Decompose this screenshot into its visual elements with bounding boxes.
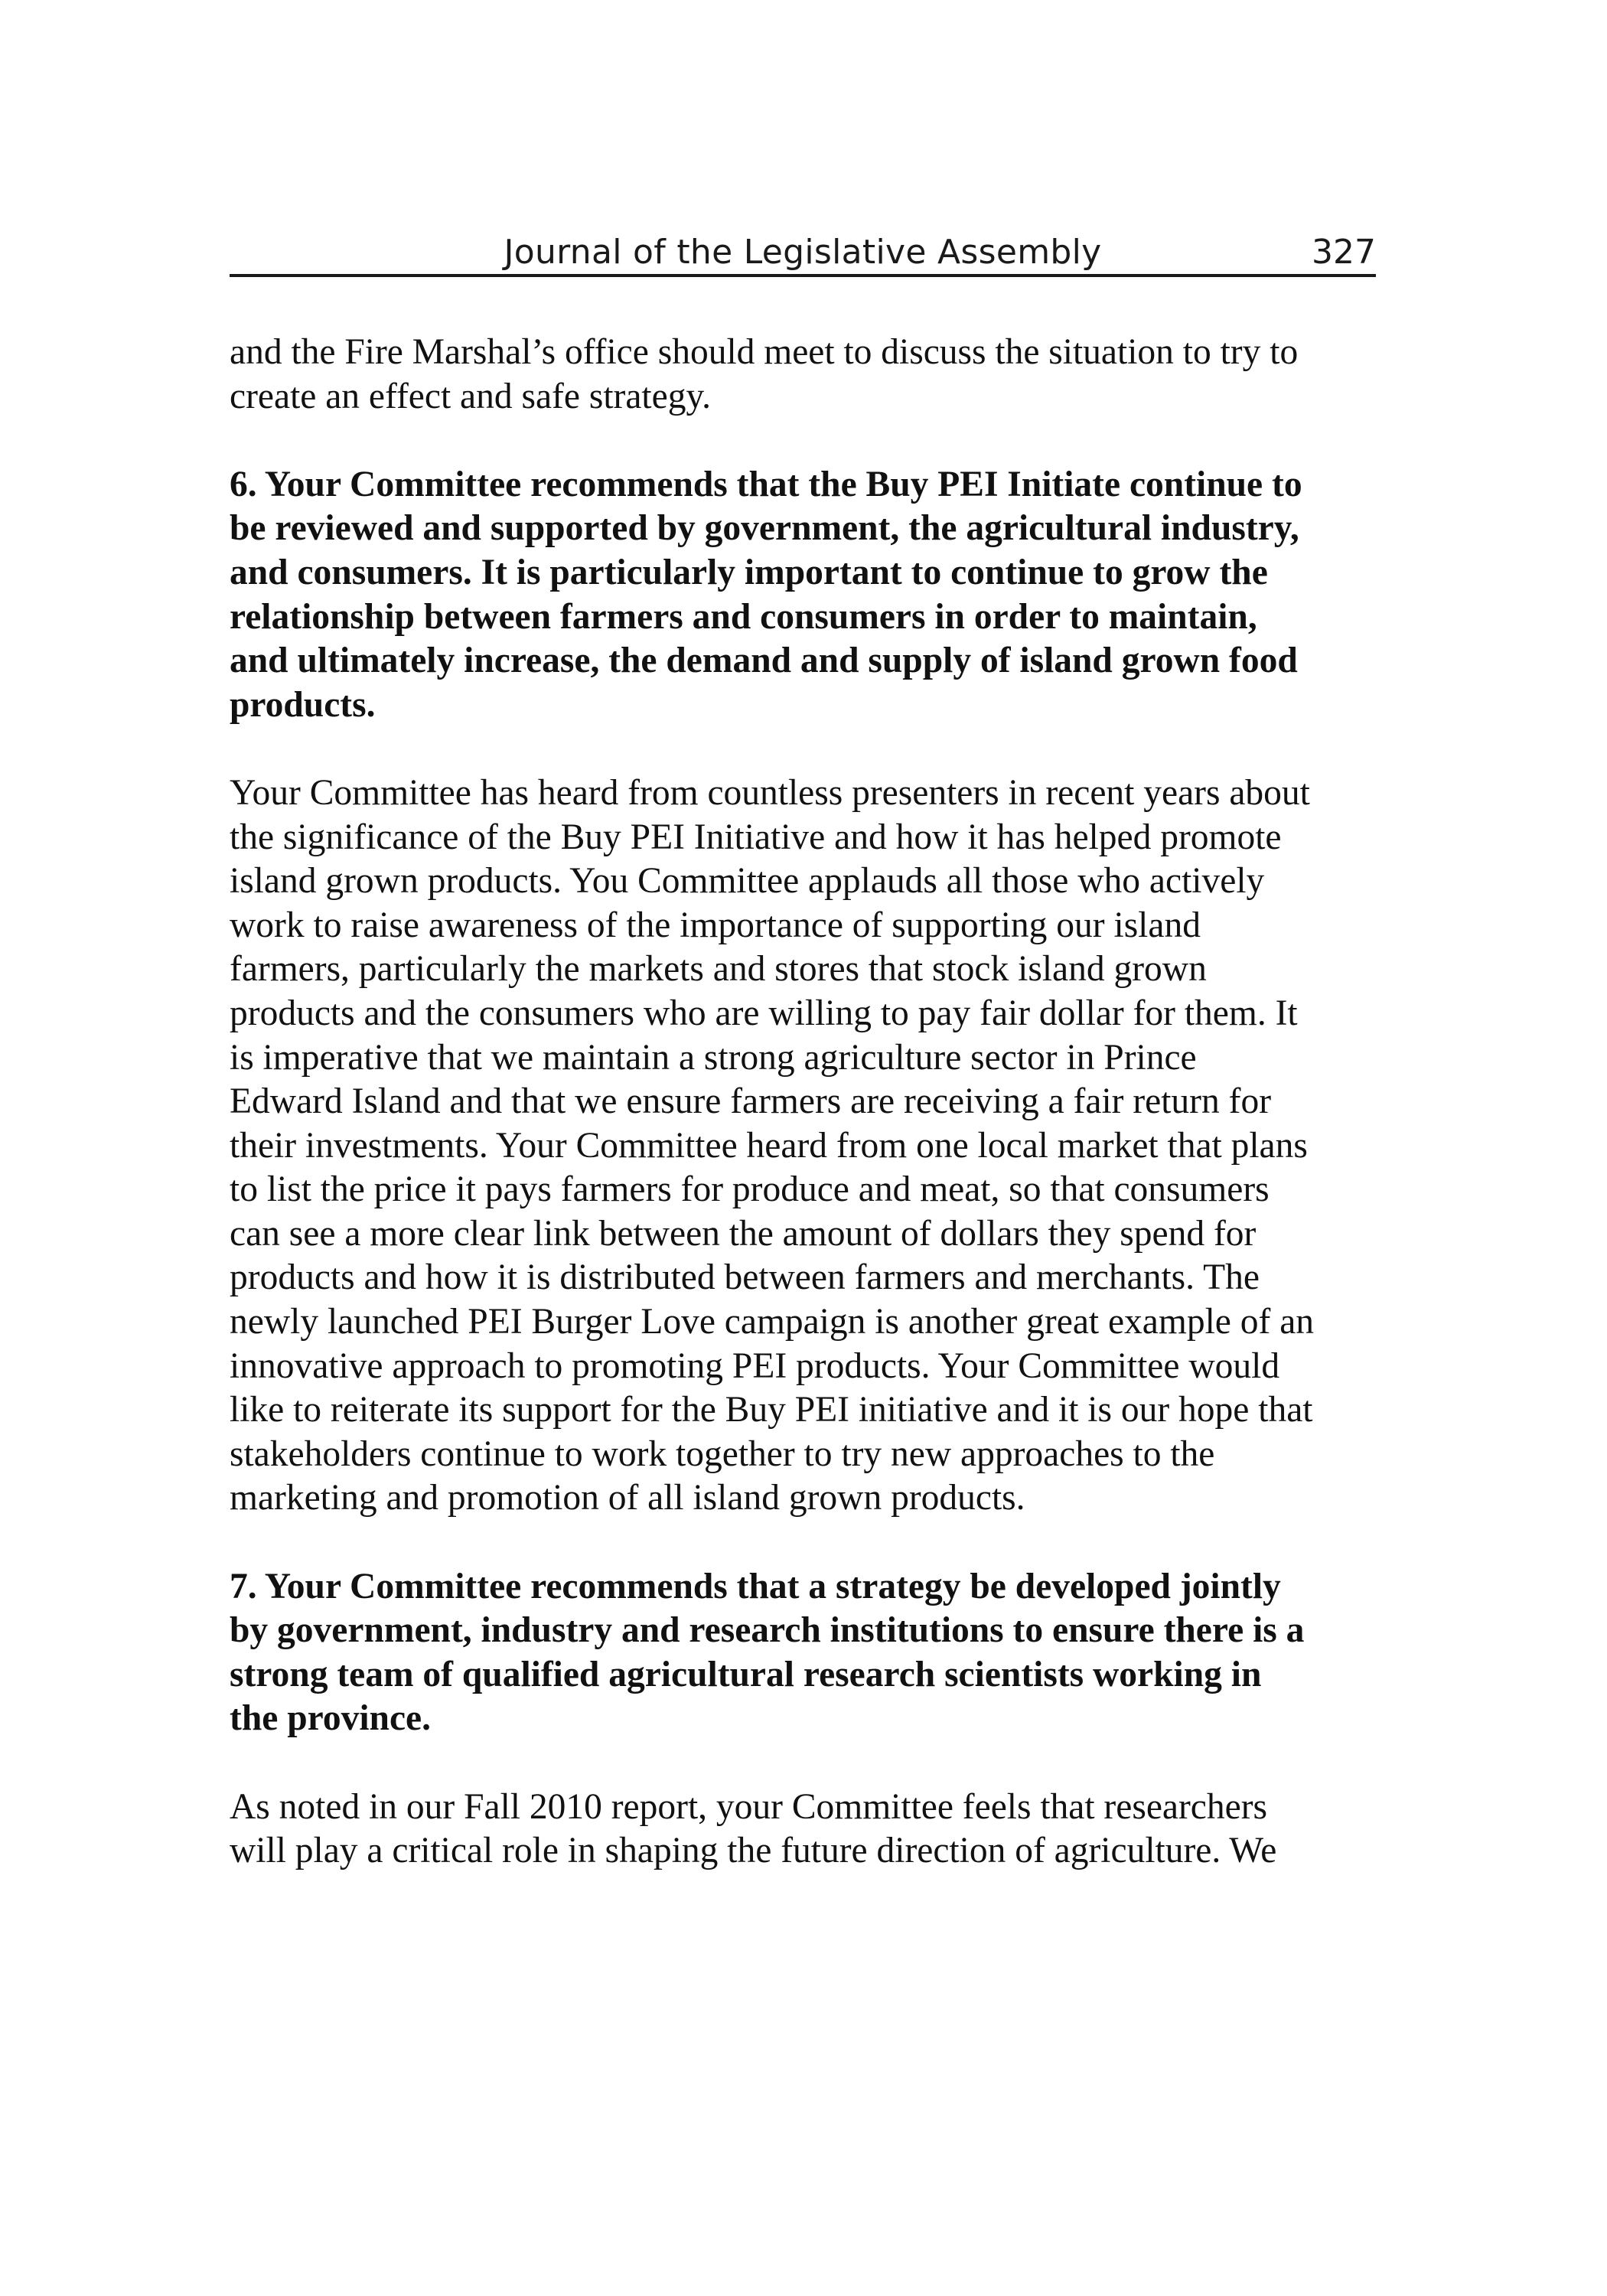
text-line: by government, industry and research institutions to ensure there is a — [230, 1610, 1305, 1651]
body-text — [230, 331, 1393, 1917]
text-line: strong team of qualified agricultural research scientists working in — [230, 1654, 1262, 1694]
running-header — [230, 228, 1376, 276]
text-line: and consumers. It is particularly important to continue to grow the — [230, 552, 1268, 592]
recommendation-7 — [230, 1565, 1393, 1741]
text-line: be reviewed and supported by government, the agricultural industry, — [230, 508, 1299, 549]
text-line: innovative approach to promoting PEI products. Your Committee would — [230, 1345, 1280, 1386]
text-line: farmers, particularly the markets and stores that stock island grown — [230, 949, 1207, 990]
text-line: 7. Your Committee recommends that a strategy be developed jointly — [230, 1566, 1281, 1606]
text-line: products. — [230, 684, 376, 725]
text-line: their investments. Your Committee heard from one local market that plans — [230, 1125, 1308, 1166]
text-line: products and how it is distributed between farmers and merchants. The — [230, 1257, 1260, 1298]
recommendation-6 — [230, 463, 1393, 728]
text-line: and ultimately increase, the demand and supply of island grown food — [230, 641, 1298, 681]
text-line: like to reiterate its support for the Buy PEI initiative and it is our hope that — [230, 1390, 1313, 1430]
text-line: relationship between farmers and consumers in order to maintain, — [230, 596, 1257, 637]
running-title: Journal of the Legislative Assembly — [504, 233, 1102, 272]
paragraph-continuation — [230, 331, 1393, 419]
text-line: the province. — [230, 1698, 431, 1739]
text-line: and the Fire Marshal’s office should meet to discuss the situation to try to — [230, 332, 1299, 372]
paragraph-buy-pei — [230, 771, 1393, 1521]
paragraph-researchers — [230, 1786, 1393, 1874]
text-line: stakeholders continue to work together to try new approaches to the — [230, 1433, 1215, 1474]
text-line: create an effect and safe strategy. — [230, 376, 711, 416]
text-line: work to raise awareness of the importance of supporting our island — [230, 905, 1201, 945]
text-line: will play a critical role in shaping the future direction of agriculture. We — [230, 1831, 1277, 1871]
text-line: 6. Your Committee recommends that the Buy PEI Initiate continue to — [230, 464, 1302, 504]
page-number: 327 — [1312, 233, 1376, 272]
text-line: As noted in our Fall 2010 report, your Committee feels that researchers — [230, 1786, 1268, 1827]
text-line: newly launched PEI Burger Love campaign is another great example of an — [230, 1302, 1315, 1342]
text-line: can see a more clear link between the amount of dollars they spend for — [230, 1213, 1257, 1254]
text-line: island grown products. You Committee applauds all those who actively — [230, 861, 1265, 902]
text-line: to list the price it pays farmers for produce and meat, so that consumers — [230, 1169, 1270, 1210]
text-line: products and the consumers who are willing to pay fair dollar for them. It — [230, 993, 1298, 1033]
text-line: the significance of the Buy PEI Initiative and how it has helped promote — [230, 817, 1282, 857]
text-line: Your Committee has heard from countless presenters in recent years about — [230, 772, 1310, 813]
text-line: Edward Island and that we ensure farmers are receiving a fair return for — [230, 1081, 1272, 1122]
header-rule — [230, 274, 1376, 277]
text-line: is imperative that we maintain a strong agriculture sector in Prince — [230, 1037, 1197, 1078]
text-line: marketing and promotion of all island grown products. — [230, 1478, 1025, 1518]
